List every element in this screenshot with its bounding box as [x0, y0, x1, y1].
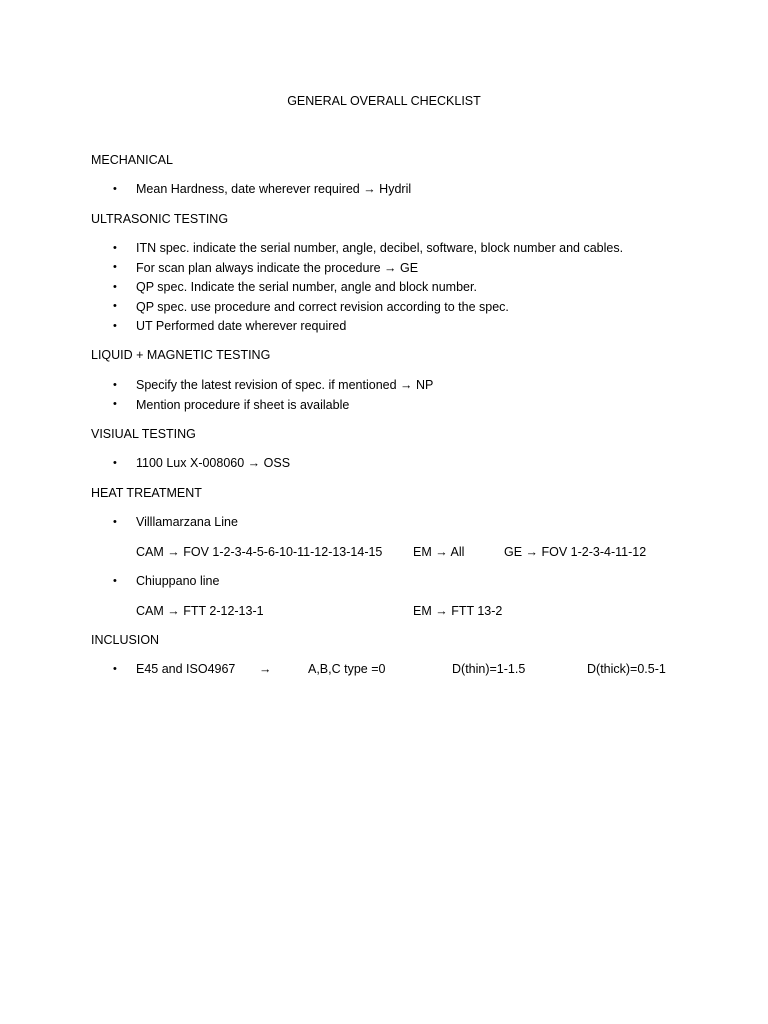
villlamarzana-em: EM → All — [413, 545, 465, 559]
section-heading-visual: VISIUAL TESTING — [91, 427, 196, 441]
villlamarzana-cam: CAM → FOV 1-2-3-4-5-6-10-11-12-13-14-15 — [136, 545, 383, 559]
inclusion-thin: D(thin)=1-1.5 — [452, 662, 526, 676]
list-item: 1100 Lux X-008060 → OSS — [136, 456, 291, 470]
bullet-icon: • — [113, 320, 117, 332]
chiuppano-em: EM → FTT 13-2 — [413, 604, 503, 618]
page-title: GENERAL OVERALL CHECKLIST — [287, 94, 481, 108]
bullet-icon: • — [113, 516, 117, 528]
bullet-icon: • — [113, 398, 117, 410]
section-heading-inclusion: INCLUSION — [91, 633, 160, 647]
list-item: QP spec. use procedure and correct revision according to the spec. — [136, 300, 509, 314]
bullet-icon: • — [113, 457, 117, 469]
section-heading-ultrasonic: ULTRASONIC TESTING — [91, 212, 229, 226]
list-item: Specify the latest revision of spec. if mentioned → NP — [136, 378, 434, 392]
bullet-icon: • — [113, 183, 117, 195]
list-item: For scan plan always indicate the procedure → GE — [136, 261, 419, 275]
list-item: Mean Hardness, date wherever required → Hydril — [136, 182, 412, 196]
list-item-chiuppano: Chiuppano line — [136, 574, 220, 588]
bullet-icon: • — [113, 663, 117, 675]
section-heading-heat-treatment: HEAT TREATMENT — [91, 486, 202, 500]
bullet-icon: • — [113, 242, 117, 254]
inclusion-type: A,B,C type =0 — [308, 662, 386, 676]
list-item: Mention procedure if sheet is available — [136, 398, 350, 412]
section-heading-liquid-magnetic: LIQUID + MAGNETIC TESTING — [91, 348, 271, 362]
bullet-icon: • — [113, 300, 117, 312]
villlamarzana-ge: GE → FOV 1-2-3-4-11-12 — [504, 545, 647, 559]
list-item: ITN spec. indicate the serial number, angle, decibel, software, block number and cables. — [136, 241, 624, 255]
list-item: UT Performed date wherever required — [136, 319, 347, 333]
section-heading-mechanical: MECHANICAL — [91, 153, 173, 167]
arrow-icon: → — [259, 662, 272, 676]
bullet-icon: • — [113, 261, 117, 273]
chiuppano-cam: CAM → FTT 2-12-13-1 — [136, 604, 264, 618]
bullet-icon: • — [113, 379, 117, 391]
bullet-icon: • — [113, 281, 117, 293]
list-item: QP spec. Indicate the serial number, angle and block number. — [136, 280, 477, 294]
inclusion-standard: E45 and ISO4967 — [136, 662, 236, 676]
bullet-icon: • — [113, 575, 117, 587]
inclusion-thick: D(thick)=0.5-1 — [587, 662, 666, 676]
list-item-villlamarzana: Villlamarzana Line — [136, 515, 238, 529]
